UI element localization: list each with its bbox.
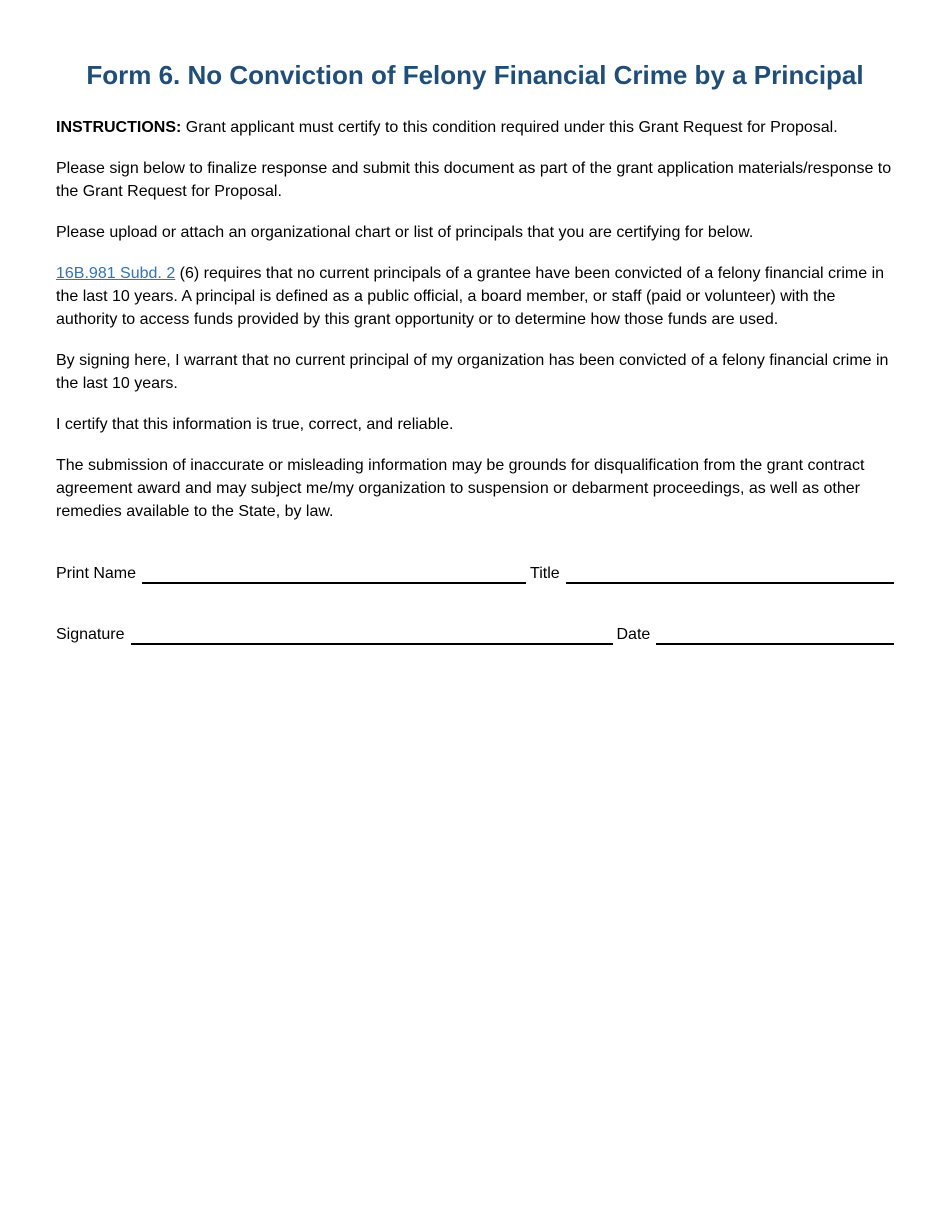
name-title-row: [56, 563, 894, 584]
instructions-text: Grant applicant must certify to this condition required under this Grant Request for Proposal.: [181, 119, 838, 136]
statute-text: (6) requires that no current principals of a grantee have been convicted of a felony financial crime in the last 10 years. A principal is defined as a public official, a board member, or staff (paid or volunteer) with the authority to access funds provided by this grant opportunity or to determine how those funds are used.: [56, 265, 885, 328]
print-name-label: Print Name: [56, 565, 137, 582]
signature-field[interactable]: [131, 624, 613, 645]
signature-label: Signature: [56, 626, 125, 643]
title-field[interactable]: [566, 563, 894, 584]
print-name-field[interactable]: [142, 563, 526, 584]
warrant-paragraph: By signing here, I warrant that no current principal of my organization has been convicted of a felony financial crime in the last 10 years.: [56, 352, 889, 392]
instructions-label: INSTRUCTIONS:: [56, 119, 182, 136]
upload-instructions-paragraph: Please upload or attach an organizational chart or list of principals that you are certifying for below.: [56, 224, 754, 241]
sign-instructions-paragraph: Please sign below to finalize response and submit this document as part of the grant application materials/response to the Grant Request for Proposal.: [56, 160, 892, 200]
submission-warning-paragraph: The submission of inaccurate or misleading information may be grounds for disqualification from the grant contract agreement award and may subject me/my organization to suspension or debarment proceedings, as well as other remedies available to the State, by law.: [56, 457, 865, 520]
instructions-paragraph: [56, 116, 894, 139]
form-title: Form 6. No Conviction of Felony Financial Crime by a Principal: [86, 60, 864, 90]
signature-date-row: [56, 624, 894, 645]
date-label: Date: [616, 626, 651, 643]
title-label: Title: [530, 565, 560, 582]
statute-link[interactable]: 16B.981 Subd. 2: [56, 265, 176, 282]
date-field[interactable]: [656, 624, 894, 645]
certify-paragraph: I certify that this information is true, correct, and reliable.: [56, 416, 454, 433]
statute-paragraph: [56, 262, 894, 331]
